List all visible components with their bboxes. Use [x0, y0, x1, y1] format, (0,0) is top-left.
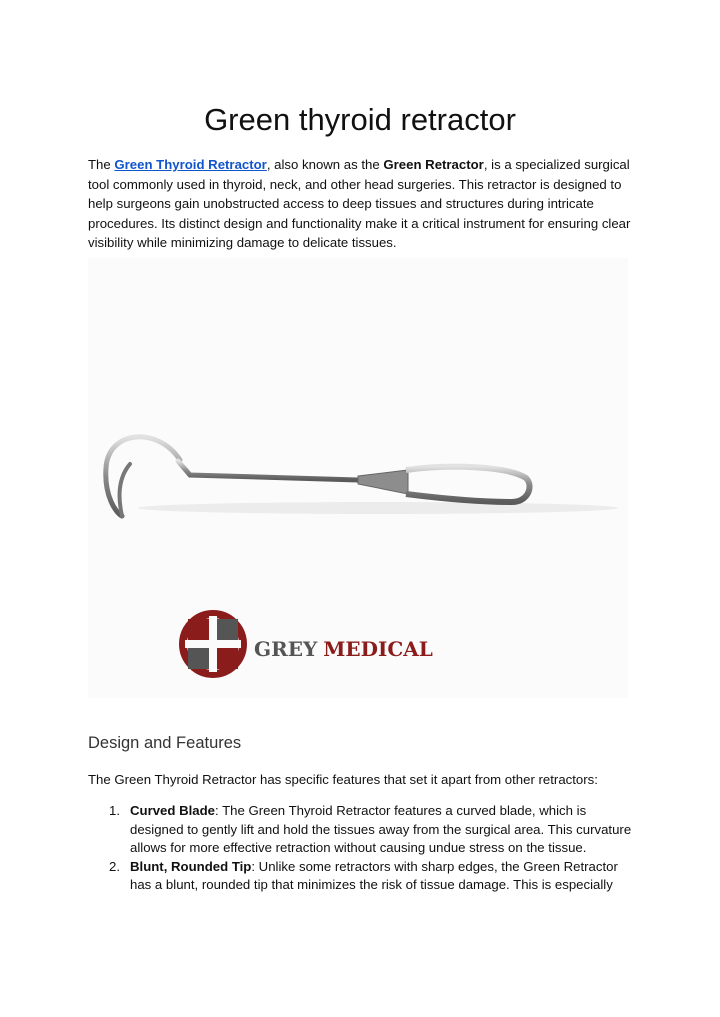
list-number: 1. — [109, 803, 120, 818]
intro-lead: The — [88, 157, 115, 172]
retractor-blade — [106, 437, 180, 516]
intro-mid: , also known as the — [266, 157, 384, 172]
grey-medical-logo — [183, 614, 433, 674]
retractor-handle — [406, 467, 530, 502]
intro-bold-term: Green Retractor — [383, 157, 484, 172]
list-item-text: : Unlike some retractors with sharp edges, the Green Retractor has a blunt, rounded tip that minimizes the risk of tissue damage. This is especially — [130, 858, 618, 892]
retractor-blade-tip — [120, 464, 130, 516]
page-title: Green thyroid retractor — [204, 102, 516, 137]
features-list — [88, 802, 633, 895]
retractor-shadow — [138, 502, 618, 514]
section-paragraph: The Green Thyroid Retractor has specific features that set it apart from other retractors: — [88, 772, 598, 787]
list-item-title: Blunt, Rounded Tip — [130, 858, 252, 874]
list-number: 2. — [109, 858, 120, 874]
list-item — [88, 858, 633, 895]
retractor-shaft — [178, 461, 358, 480]
section-heading: Design and Features — [88, 734, 242, 752]
retractor-illustration — [88, 258, 628, 698]
list-item-text: : The Green Thyroid Retractor features a curved blade, which is designed to gently lift and hold the tissues away from the surgical area. This curvature allows for more effective retraction without causing undue stress on the tissue. — [130, 803, 632, 855]
list-item-title: Curved Blade — [130, 803, 216, 818]
intro-rest: , is a specialized surgical tool commonly used in thyroid, neck, and other head surgeries. This retractor is designed to help surgeons gain unobstructed access to deep tissues and structures during intricate procedures. Its distinct design and functionality make it a critical instrument for ensuring clear visibility while minimizing damage to delicate tissues. — [88, 157, 631, 250]
intro-paragraph — [88, 155, 633, 253]
list-item — [88, 802, 633, 858]
product-image — [88, 258, 628, 698]
logo-text: GREY MEDICAL — [254, 637, 433, 661]
retractor-link[interactable]: Green Thyroid Retractor — [114, 157, 267, 172]
retractor-neck — [358, 470, 408, 494]
